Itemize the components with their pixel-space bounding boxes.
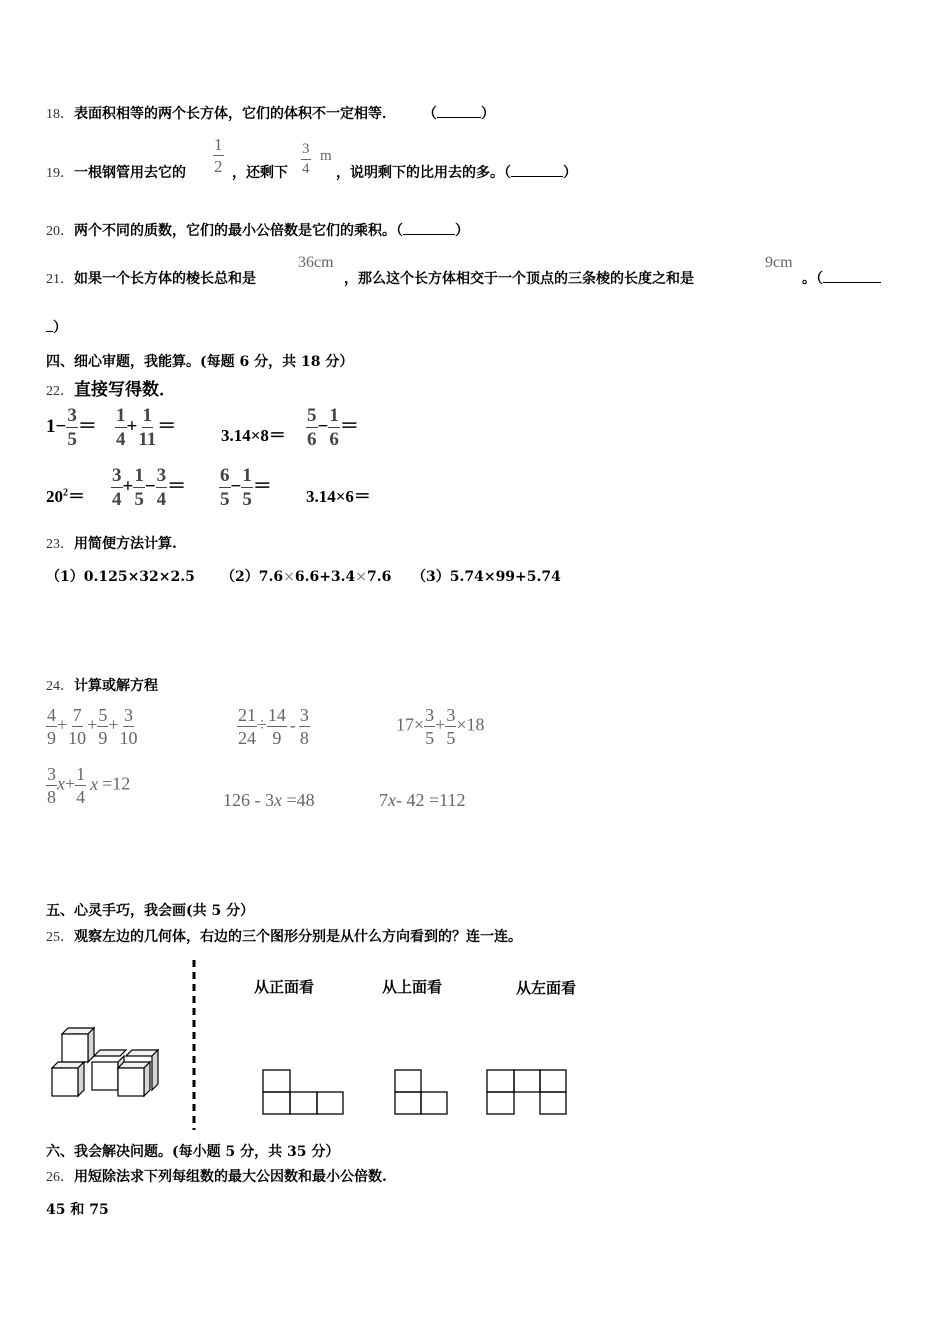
equation-3: 17× $\frac{3}{5}$ + $\frac{3}{5}$ ×18 [396,705,485,748]
section-5-title: 五、心灵手巧，我会画(共 5 分） [46,903,255,919]
value-9cm: 9cm [765,254,793,271]
paren-open: （ [422,106,437,122]
question-text: 两个不同的质数，它们的最小公倍数是它们的乘积。（ [74,223,403,239]
question-21-mid: ，那么这个长方体相交于一个顶点的三条棱的长度之和是 [344,271,694,287]
question-18 [46,103,495,123]
mental-calc-7: $\frac{6}{5}$ − $\frac{1}{5}$ ＝ [220,465,272,510]
question-20 [46,220,469,240]
question-title: 计算或解方程 [74,678,158,694]
answer-blank[interactable] [437,117,481,118]
question-text: 一根钢管用去它的 [74,165,186,181]
question-number: 22． [46,384,74,399]
answer-blank[interactable] [511,176,563,177]
answer-blank[interactable] [403,234,455,235]
section-6-title: 六、我会解决问题。(每小题 5 分，共 35 分） [46,1144,340,1160]
question-number: 19． [46,166,74,181]
answer-blank-cont[interactable] [46,331,53,332]
equation-2: $\frac{21}{24}$ ÷ $\frac{14}{9}$ - $\frac{3}{8}$ [238,705,309,748]
question-number: 25． [46,930,74,945]
unit-m: m [320,148,332,164]
question-number: 21． [46,272,74,287]
question-text: 。（ [802,271,823,287]
view-label-front: 从正面看 [254,978,315,996]
simplify-3: （3）5.74×99+5.74 [412,569,561,585]
question-number: 24． [46,679,74,694]
dashed-separator [191,960,197,1130]
paren-close: ） [455,223,469,239]
value-36cm: 36cm [298,254,334,271]
question-text: 如果一个长方体的棱长总和是 [74,271,256,287]
cube-solid-figure [46,1024,172,1100]
view-label-top: 从上面看 [382,978,443,996]
question-number: 18． [46,107,74,122]
question-text-mid: ，还剩下 [232,165,288,181]
question-text: 用短除法求下列每组数的最大公因数和最小公倍数. [74,1169,387,1185]
question-26 [46,1166,387,1186]
section-4-title: 四、细心审题，我能算。(每题 6 分，共 18 分） [46,354,354,370]
mental-calc-2: $\frac{1}{4}$ + $\frac{1}{11}$ ＝ [116,405,177,450]
question-number: 26． [46,1170,74,1185]
equation-1: $\frac{4}{9}$ + $\frac{7}{10}$ + $\frac{5}{9}$ + $\frac{3}{10}$ [47,705,138,748]
paren-close: ） [480,106,495,122]
view-shape-2 [394,1069,449,1115]
question-25 [46,926,522,946]
view-shape-1 [262,1069,344,1115]
mental-calc-5: $20^2=$ [46,487,85,506]
answer-blank[interactable] [823,282,881,283]
question-text: ，说明剩下的比用去的多。（ [336,165,511,181]
mental-calc-8: 3.14×6＝ [306,487,371,506]
fraction-one-half: $\frac{1}{2}$ [214,135,223,176]
simplify-2: （2）7.6×6.6+3.4×7.6 [221,569,392,585]
number-pair: 45 和 75 [46,1202,109,1218]
equation-6: 7x- 42 =112 [379,790,466,810]
simplify-1: （1）0.125×32×2.5 [46,569,195,585]
view-label-left: 从左面看 [516,979,577,997]
question-21-tail [802,268,881,288]
mental-calc-1: 1− $\frac{3}{5}$ ＝ [46,405,97,450]
view-shape-3 [486,1069,568,1115]
equation-4: $\frac{3}{8}$ x+ $\frac{1}{4}$ x =12 [47,764,131,807]
question-19 [46,162,186,182]
question-text: 观察左边的几何体，右边的三个图形分别是从什么方向看到的？连一连。 [74,929,522,945]
question-23 [46,533,177,553]
question-title: 用简便方法计算. [74,536,177,552]
equation-5: 126 - 3x =48 [223,790,315,810]
question-number: 20． [46,224,74,239]
question-title: 直接写得数． [74,380,176,400]
question-number: 23． [46,537,74,552]
question-text: 表面积相等的两个长方体，它们的体积不一定相等． [74,106,396,122]
paren-close: ） [563,165,577,181]
mental-calc-4: $\frac{5}{6}$ − $\frac{1}{6}$ ＝ [307,405,359,450]
question-19-tail [336,162,577,182]
question-21 [46,268,256,288]
mental-calc-3: 3.14×8＝ [221,426,286,445]
paren-close: ） [53,320,67,336]
question-24 [46,675,158,695]
question-21-wrap [46,317,67,337]
fraction-three-quarters: $\frac{3}{4}$ [302,141,310,177]
question-22 [46,375,176,400]
mental-calc-6: $\frac{3}{4}$ + $\frac{1}{5}$ − $\frac{3}{4}$ ＝ [112,465,187,510]
